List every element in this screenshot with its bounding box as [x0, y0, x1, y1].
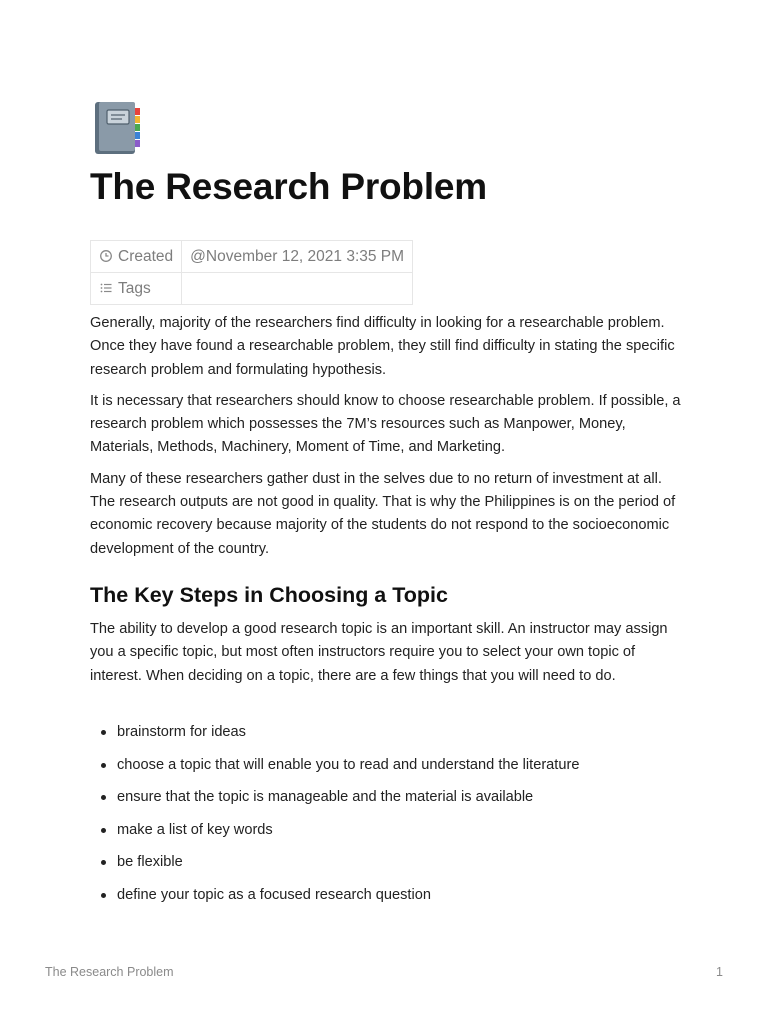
- list-item: choose a topic that will enable you to read and understand the literature: [90, 753, 579, 786]
- page-number: 1: [716, 965, 723, 979]
- bullet-dot: [101, 730, 106, 735]
- paragraph: Many of these researchers gather dust in the selves due to no return of investment at all. The research outputs are not good in quality. That is why the Philippines is on the period of economic recovery because majority of the students do not respond to the socioeconomic development of the country.: [90, 470, 676, 557]
- list-item: ensure that the topic is manageable and the material is available: [90, 785, 579, 818]
- property-row-tags: [91, 273, 413, 305]
- footer-title: The Research Problem: [45, 965, 174, 979]
- paragraph: It is necessary that researchers should know to choose researchable problem. If possible, a research problem which possesses the 7M’s resources such as Manpower, Money, Materials, Methods, Machinery, Moment of Time, and Marketing.: [90, 392, 681, 456]
- property-value-tags[interactable]: [182, 273, 413, 305]
- bullet-dot: [101, 795, 106, 800]
- property-key: [91, 241, 182, 273]
- bullet-dot: [101, 860, 106, 865]
- property-label: Tags: [118, 279, 151, 297]
- list-item: brainstorm for ideas: [90, 720, 579, 753]
- list-icon: [99, 281, 113, 295]
- bullet-dot: [101, 828, 106, 833]
- bullet-dot: [101, 763, 106, 768]
- bullet-dot: [101, 893, 106, 898]
- list-item: be flexible: [90, 850, 579, 883]
- property-label: Created: [118, 247, 174, 265]
- property-key: [91, 273, 182, 305]
- page-title: The Research Problem: [90, 166, 487, 207]
- property-row-created: [91, 241, 413, 273]
- section-intro: [90, 618, 685, 696]
- bullet-list: [90, 720, 579, 916]
- clock-icon: [99, 249, 113, 263]
- body-paragraphs: [90, 312, 685, 569]
- paragraph: Generally, majority of the researchers find difficulty in looking for a researchable problem. Once they have found a researchable problem, they still find difficulty in stating the specific research problem and formulating hypothesis.: [90, 315, 675, 378]
- list-item: define your topic as a focused research question: [90, 883, 579, 916]
- property-value-created[interactable]: @November 12, 2021 3:35 PM: [182, 241, 413, 273]
- paragraph: The ability to develop a good research topic is an important skill. An instructor may assign you a specific topic, but most often instructors require you to select your own topic of interest. When deciding on a topic, there are a few things that you will need to do.: [90, 621, 668, 684]
- section-heading: The Key Steps in Choosing a Topic: [90, 583, 448, 607]
- properties-table: [90, 240, 413, 305]
- notebook-icon: [95, 100, 143, 156]
- list-item: make a list of key words: [90, 818, 579, 851]
